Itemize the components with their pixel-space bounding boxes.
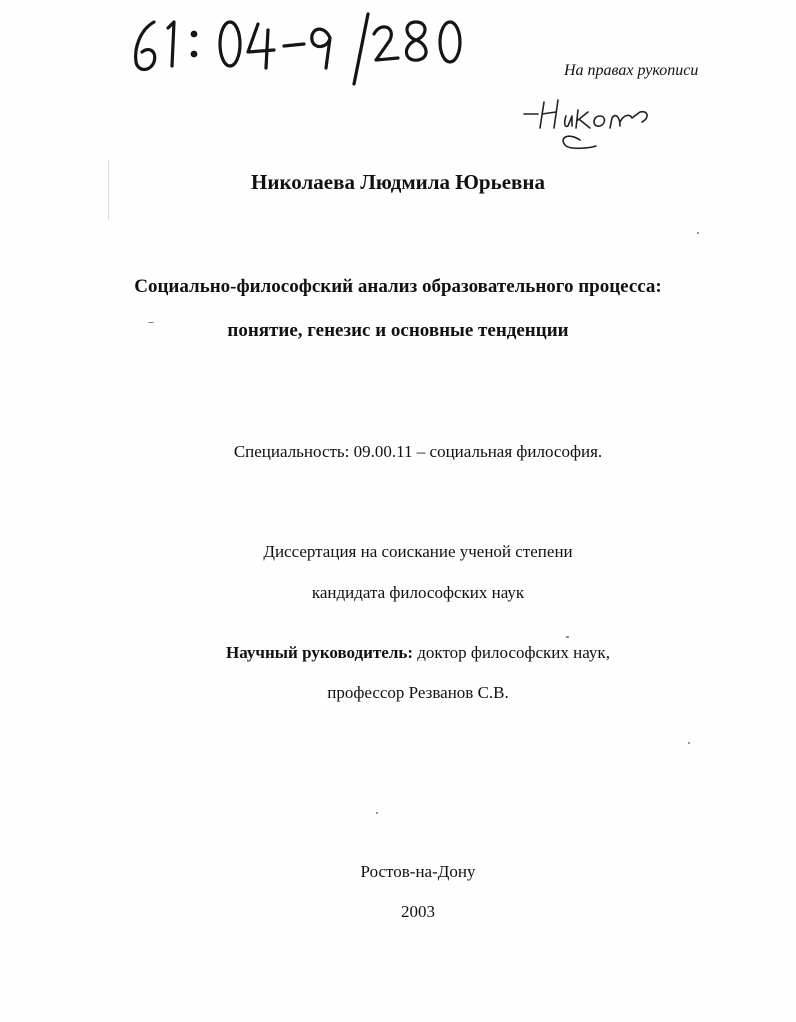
dissertation-line-2: кандидата философских наук (311, 583, 525, 602)
scan-speck (108, 160, 109, 220)
advisor-line-2: профессор Резванов С.В. (327, 683, 509, 702)
title-line-2: понятие, генезис и основные тенденции (227, 320, 569, 341)
city: Ростов-на-Дону (360, 862, 476, 881)
scan-speck (148, 322, 154, 323)
handwritten-signature (520, 92, 670, 156)
rights-note: На правах рукописи (564, 62, 699, 79)
dissertation-line-1: Диссертация на соискание ученой степени (263, 542, 573, 561)
advisor-line-1 (0, 643, 796, 663)
scan-speck (688, 742, 690, 744)
advisor-label: Научный руководитель: (226, 643, 414, 662)
scan-speck (376, 812, 378, 814)
scan-speck (697, 232, 699, 234)
title-line-1: Социально-философский анализ образовательного процесса: (134, 276, 662, 297)
advisor-value: доктор философских наук, (413, 643, 610, 662)
year: 2003 (401, 902, 435, 921)
specialty: Специальность: 09.00.11 – социальная философия. (233, 442, 603, 461)
scan-speck (566, 636, 569, 638)
author-name: Николаева Людмила Юрьевна (251, 170, 545, 194)
handwritten-code-stamp (128, 8, 488, 88)
